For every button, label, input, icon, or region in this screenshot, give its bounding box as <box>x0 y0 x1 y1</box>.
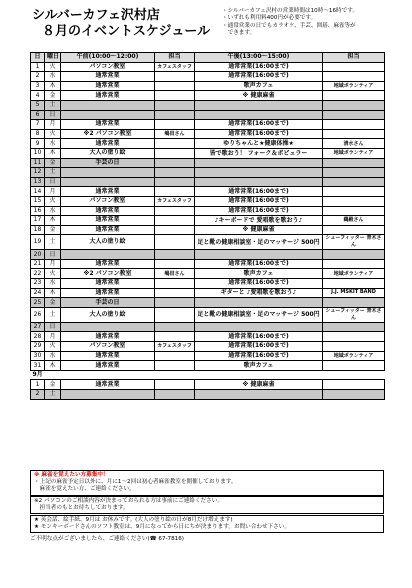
am-event: ※2 パソコン教室 <box>61 129 155 139</box>
am-event: 大人の塗り絵 <box>61 148 155 158</box>
pm-staff: 清水さん <box>323 139 385 149</box>
header-pm: 午後(13:00〜15:00) <box>195 53 323 63</box>
am-staff <box>155 235 195 250</box>
am-staff <box>155 279 195 289</box>
dow-cell: 火 <box>45 269 61 279</box>
am-event <box>61 168 155 178</box>
pm-staff <box>323 110 385 120</box>
footnote-notice <box>30 515 384 533</box>
month-separator <box>31 370 385 380</box>
dow-cell: 日 <box>45 110 61 120</box>
am-event: 通常営業 <box>61 225 155 235</box>
table-row <box>31 259 385 269</box>
header-pm-staff: 担当 <box>323 53 385 63</box>
pm-event <box>195 158 323 168</box>
pm-event: 通常営業(16:00まで) <box>195 129 323 139</box>
pm-event: ゆりちゃんと★健康体操★ <box>195 139 323 149</box>
table-row <box>31 361 385 371</box>
pm-staff <box>323 158 385 168</box>
date-cell: 11 <box>31 158 45 168</box>
dow-cell: 木 <box>45 216 61 226</box>
table-row <box>31 307 385 322</box>
date-cell: 12 <box>31 168 45 178</box>
am-staff <box>155 72 195 82</box>
am-event: 通常営業 <box>61 120 155 130</box>
pm-event: 足と靴の健康相談室・足のマッサージ 500円 <box>195 235 323 250</box>
dow-cell: 金 <box>45 380 61 390</box>
pm-event: 通常営業(16:00まで) <box>195 120 323 130</box>
date-cell: 1 <box>31 380 45 390</box>
pm-event: ※ 健康麻雀 <box>195 91 323 101</box>
note-line: ・シルバーカフェ沢村の営業時間は10時〜16時です。 <box>222 8 358 14</box>
dow-cell: 火 <box>45 129 61 139</box>
dow-cell: 月 <box>45 187 61 197</box>
pm-staff <box>323 187 385 197</box>
am-event: 通常営業 <box>61 91 155 101</box>
dow-cell: 水 <box>45 351 61 361</box>
table-row <box>31 187 385 197</box>
am-event: 大人の塗り絵 <box>61 307 155 322</box>
pm-event: 通常営業(16:00まで) <box>195 187 323 197</box>
am-staff: カフェスタッフ <box>155 62 195 72</box>
page-title <box>32 8 210 40</box>
table-row <box>31 196 385 206</box>
am-staff <box>155 225 195 235</box>
dow-cell: 土 <box>45 307 61 322</box>
dow-cell: 木 <box>45 81 61 91</box>
am-event: 通常営業 <box>61 206 155 216</box>
am-event: 通常営業 <box>61 351 155 361</box>
am-staff <box>155 100 195 110</box>
am-staff <box>155 177 195 187</box>
date-cell: 19 <box>31 235 45 250</box>
note-line: ・いずれも利用料400円が必要です。 <box>222 15 317 22</box>
am-staff: カフェスタッフ <box>155 342 195 352</box>
am-staff <box>155 307 195 322</box>
am-event <box>61 100 155 110</box>
table-row <box>31 62 385 72</box>
date-cell: 31 <box>31 361 45 371</box>
header-am-staff: 担当 <box>155 53 195 63</box>
am-staff <box>155 139 195 149</box>
date-cell: 23 <box>31 279 45 289</box>
pm-event: 通常営業(16:00まで) <box>195 351 323 361</box>
pm-staff <box>323 120 385 130</box>
pm-staff <box>323 279 385 289</box>
pm-event: 通常営業(16:00まで) <box>195 342 323 352</box>
dow-cell: 土 <box>45 235 61 250</box>
am-staff: 嶋田さん <box>155 269 195 279</box>
am-staff: 嶋田さん <box>155 129 195 139</box>
table-row <box>31 380 385 390</box>
am-staff <box>155 120 195 130</box>
am-event: 手芸の日 <box>61 158 155 168</box>
pm-event <box>195 390 323 400</box>
dow-cell: 土 <box>45 390 61 400</box>
table-row <box>31 158 385 168</box>
dow-cell: 金 <box>45 225 61 235</box>
month-label: 9月 <box>31 370 385 380</box>
note-line: できます。 <box>222 30 256 37</box>
am-event: 通常営業 <box>61 139 155 149</box>
footnote-line: ※ 麻雀を覚えたい方募集中！ <box>34 472 109 478</box>
am-event: 通常営業 <box>61 380 155 390</box>
pm-staff <box>323 390 385 400</box>
am-event <box>61 110 155 120</box>
date-cell: 26 <box>31 307 45 322</box>
pm-staff <box>323 342 385 352</box>
am-event: 通常営業 <box>61 332 155 342</box>
dow-cell: 土 <box>45 100 61 110</box>
pm-event: 歌声カフェ <box>195 81 323 91</box>
dow-cell: 水 <box>45 206 61 216</box>
date-cell: 14 <box>31 187 45 197</box>
date-cell: 21 <box>31 259 45 269</box>
dow-cell: 水 <box>45 72 61 82</box>
dow-cell: 月 <box>45 332 61 342</box>
table-row <box>31 177 385 187</box>
pm-event <box>195 250 323 260</box>
footnote-mahjong <box>30 470 384 496</box>
am-event <box>61 177 155 187</box>
footnote-pc <box>30 496 384 514</box>
pm-staff <box>323 298 385 308</box>
table-row <box>31 206 385 216</box>
am-event: 手芸の日 <box>61 298 155 308</box>
dow-cell: 火 <box>45 342 61 352</box>
date-cell: 9 <box>31 139 45 149</box>
dow-cell: 日 <box>45 322 61 332</box>
pm-event: 皆で歌おう！ フォーク＆ポピュラー <box>195 148 323 158</box>
footnote-line: ・上記の麻雀予定日以外に、月に1〜2回は初心者麻雀教室を開催しております。 <box>34 479 237 486</box>
pm-staff: シューフィッター 青木さん <box>323 235 385 250</box>
date-cell: 20 <box>31 250 45 260</box>
am-staff <box>155 259 195 269</box>
date-cell: 2 <box>31 390 45 400</box>
am-staff <box>155 110 195 120</box>
am-event: 通常営業 <box>61 279 155 289</box>
date-cell: 5 <box>31 100 45 110</box>
table-row <box>31 129 385 139</box>
date-cell: 18 <box>31 225 45 235</box>
header-date: 日 <box>31 53 45 63</box>
pm-event: ギターと ♪愛唱歌を歌おう♪ <box>195 288 323 298</box>
dow-cell: 木 <box>45 148 61 158</box>
pm-staff: 鵜殿さん <box>323 216 385 226</box>
footnote-line: ★ モンキーボードさんのソフト教室は、9月になってから日にちが決まります。お問い合わせ下さい。 <box>34 524 290 531</box>
pm-staff <box>323 250 385 260</box>
am-event: ※2 パソコン教室 <box>61 269 155 279</box>
footnote-line: ※2 パソコンのご相談内容が決まっておられる方は事前にご連絡ください。 <box>34 498 223 504</box>
pm-event: 通常営業(16:00まで) <box>195 72 323 82</box>
pm-staff <box>323 100 385 110</box>
dow-cell: 日 <box>45 250 61 260</box>
table-row <box>31 351 385 361</box>
dow-cell: 水 <box>45 279 61 289</box>
am-event: 通常営業 <box>61 361 155 371</box>
am-staff <box>155 390 195 400</box>
pm-staff: 地域ボランティア <box>323 81 385 91</box>
date-cell: 6 <box>31 110 45 120</box>
am-event: パソコン教室 <box>61 342 155 352</box>
am-staff <box>155 81 195 91</box>
pm-event: 通常営業(16:00まで) <box>195 62 323 72</box>
pm-staff <box>323 62 385 72</box>
pm-staff <box>323 72 385 82</box>
dow-cell: 木 <box>45 361 61 371</box>
date-cell: 28 <box>31 332 45 342</box>
table-row <box>31 269 385 279</box>
pm-event: 通常営業(16:00まで) <box>195 332 323 342</box>
am-staff <box>155 158 195 168</box>
dow-cell: 金 <box>45 158 61 168</box>
pm-staff <box>323 206 385 216</box>
pm-staff <box>323 361 385 371</box>
date-cell: 27 <box>31 322 45 332</box>
table-row <box>31 139 385 149</box>
dow-cell: 月 <box>45 259 61 269</box>
pm-event: 通常営業(16:00まで) <box>195 196 323 206</box>
am-staff: カフェスタッフ <box>155 196 195 206</box>
dow-cell: 金 <box>45 298 61 308</box>
am-staff <box>155 351 195 361</box>
header-am: 午前(10:00〜12:00) <box>61 53 155 63</box>
pm-event <box>195 100 323 110</box>
pm-event <box>195 110 323 120</box>
table-row <box>31 91 385 101</box>
am-staff <box>155 380 195 390</box>
schedule-table <box>30 52 385 400</box>
pm-staff <box>323 196 385 206</box>
am-staff <box>155 322 195 332</box>
table-row <box>31 216 385 226</box>
footnote-line: 麻雀を覚えたい方、ご連絡ください。 <box>34 486 135 493</box>
pm-staff <box>323 332 385 342</box>
am-event: 通常営業 <box>61 288 155 298</box>
pm-staff <box>323 177 385 187</box>
am-event: パソコン教室 <box>61 196 155 206</box>
date-cell: 8 <box>31 129 45 139</box>
am-event <box>61 250 155 260</box>
note-line: ・通常営業の日でもカラオケ、手芸、囲碁、麻雀等が <box>222 22 356 29</box>
table-row <box>31 298 385 308</box>
pm-event <box>195 177 323 187</box>
table-row <box>31 250 385 260</box>
dow-cell: 木 <box>45 288 61 298</box>
pm-staff: シューフィッター 青木さん <box>323 307 385 322</box>
am-event: 大人の塗り絵 <box>61 235 155 250</box>
date-cell: 3 <box>31 81 45 91</box>
date-cell: 25 <box>31 298 45 308</box>
dow-cell: 金 <box>45 91 61 101</box>
table-row <box>31 390 385 400</box>
table-row <box>31 120 385 130</box>
header-dow: 曜日 <box>45 53 61 63</box>
table-row <box>31 332 385 342</box>
dow-cell: 土 <box>45 168 61 178</box>
date-cell: 10 <box>31 148 45 158</box>
dow-cell: 月 <box>45 120 61 130</box>
am-event: 通常営業 <box>61 72 155 82</box>
date-cell: 7 <box>31 120 45 130</box>
am-staff <box>155 361 195 371</box>
table-row <box>31 100 385 110</box>
title-line-1: シルバーカフェ沢村店 <box>32 8 160 23</box>
pm-event <box>195 168 323 178</box>
date-cell: 13 <box>31 177 45 187</box>
am-event: 通常営業 <box>61 216 155 226</box>
pm-event: 通常営業(16:00まで) <box>195 259 323 269</box>
title-line-2: ８月のイベントスケジュール <box>42 24 211 39</box>
table-row <box>31 225 385 235</box>
dow-cell: 日 <box>45 177 61 187</box>
pm-event: 歌声カフェ <box>195 269 323 279</box>
pm-event <box>195 298 323 308</box>
pm-event: 通常営業(16:00まで) <box>195 279 323 289</box>
table-row <box>31 168 385 178</box>
table-row <box>31 72 385 82</box>
date-cell: 16 <box>31 206 45 216</box>
date-cell: 2 <box>31 72 45 82</box>
date-cell: 1 <box>31 62 45 72</box>
pm-event: ※ 健康麻雀 <box>195 225 323 235</box>
pm-staff <box>323 380 385 390</box>
am-event <box>61 322 155 332</box>
pm-staff <box>323 168 385 178</box>
date-cell: 29 <box>31 342 45 352</box>
pm-staff <box>323 129 385 139</box>
am-staff <box>155 298 195 308</box>
pm-event: 通常営業(16:00まで) <box>195 206 323 216</box>
pm-event: 足と靴の健康相談室・足のマッサージ 500円 <box>195 307 323 322</box>
am-staff <box>155 148 195 158</box>
pm-event: ※ 健康麻雀 <box>195 380 323 390</box>
dow-cell: 火 <box>45 62 61 72</box>
am-event: パソコン教室 <box>61 62 155 72</box>
table-row <box>31 279 385 289</box>
dow-cell: 水 <box>45 139 61 149</box>
table-row <box>31 322 385 332</box>
pm-staff <box>323 91 385 101</box>
date-cell: 24 <box>31 288 45 298</box>
pm-staff <box>323 225 385 235</box>
am-event: 通常営業 <box>61 259 155 269</box>
date-cell: 17 <box>31 216 45 226</box>
am-staff <box>155 168 195 178</box>
date-cell: 22 <box>31 269 45 279</box>
table-header <box>31 53 385 63</box>
am-staff <box>155 332 195 342</box>
pm-staff: J.J. MSKIT BAND <box>323 288 385 298</box>
pm-event <box>195 322 323 332</box>
am-staff <box>155 187 195 197</box>
pm-staff <box>323 322 385 332</box>
table-row <box>31 342 385 352</box>
contact-line: ご不明な点がございましたら、ご連絡ください(☎ 67-7816) <box>30 536 184 542</box>
footnote-line: 担当者のもとお待ちしております。 <box>34 505 129 512</box>
date-cell: 15 <box>31 196 45 206</box>
dow-cell: 火 <box>45 196 61 206</box>
pm-staff <box>323 259 385 269</box>
pm-staff: 地域ボランティア <box>323 148 385 158</box>
am-staff <box>155 91 195 101</box>
table-row <box>31 148 385 158</box>
date-cell: 4 <box>31 91 45 101</box>
date-cell: 30 <box>31 351 45 361</box>
pm-staff: 地域ボランティア <box>323 351 385 361</box>
pm-staff: 地域ボランティア <box>323 269 385 279</box>
table-row <box>31 288 385 298</box>
table-row <box>31 81 385 91</box>
notes <box>222 8 406 38</box>
am-event: 通常営業 <box>61 187 155 197</box>
table-row <box>31 110 385 120</box>
am-staff <box>155 206 195 216</box>
pm-event: 歌声カフェ <box>195 361 323 371</box>
am-staff <box>155 216 195 226</box>
am-event <box>61 390 155 400</box>
footnote-line: ★ 英会話、絵手紙、9月は お休みです。(大人の塗り絵の日が8月だけ増えます) <box>34 517 233 523</box>
am-event: 通常営業 <box>61 81 155 91</box>
table-row <box>31 235 385 250</box>
am-staff <box>155 288 195 298</box>
am-staff <box>155 250 195 260</box>
pm-event: ♪キーボードで 愛唱歌を歌おう♪ <box>195 216 323 226</box>
